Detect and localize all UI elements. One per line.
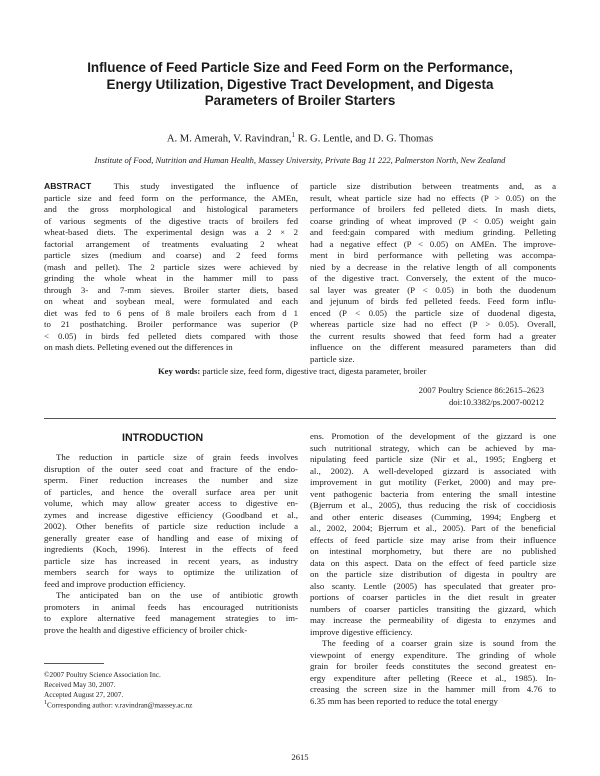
text-line: The reduction in particle size of grain feeds involves	[56, 452, 298, 462]
text-line: factorial arrangement of treatments evaluating 2 wheat	[44, 238, 298, 249]
text-line: whereas particle size had no effect (P > 0.05). Overall,	[310, 319, 556, 329]
journal-citation	[419, 385, 544, 408]
text-line: volume, which may allow greater access to digestive en-	[44, 498, 298, 508]
text-line: particle size has increased in recent years, as industry	[44, 555, 298, 566]
text-line: had a negative effect (P < 0.05) on AMEn. The improve-	[310, 238, 556, 249]
footnote-marker: 1	[44, 700, 47, 707]
text-line: The anticipated ban on the use of antibiotic growth	[56, 590, 298, 600]
footnote-divider	[44, 663, 104, 664]
text-line: coarse grinding of wheat improved (P < 0.05) weight gain	[310, 215, 556, 226]
text-line: of the digestive tract. Conversely, the extent of the muco-	[310, 273, 556, 283]
abstract-label: ABSTRACT	[44, 181, 92, 191]
text-line: also scanty. Lentle (2005) has speculated that greater pro-	[310, 580, 556, 591]
article-title	[60, 60, 540, 110]
section-divider	[44, 418, 556, 419]
intro-left-column	[44, 452, 298, 636]
intro-right-column	[310, 431, 556, 707]
text-line: promoters in animal feeds has encouraged nutritionists	[44, 601, 298, 612]
footnote-line: ©2007 Poultry Science Association Inc.	[44, 670, 161, 679]
text-line: wheat-based diets. The experimental design was a 2 × 2	[44, 227, 298, 237]
text-line: portions of coarser particles in the diet result in greater	[310, 592, 556, 602]
text-line: diet was fed to 6 pens of 8 male broilers each from d 1	[44, 307, 298, 318]
text-line: and the gross morphological and histological parameters	[44, 204, 298, 214]
text-line: sperm. Finer reduction increases the number and size	[44, 475, 298, 485]
footnote-line	[44, 699, 294, 710]
text-line: ens. Promotion of the development of the gizzard is one	[310, 431, 556, 441]
text-line: sal layer was greater (P < 0.05) in both the duodenum	[310, 284, 556, 295]
abstract-line-0	[44, 181, 298, 193]
text-line: through 3- and 7-mm sieves. Broiler starter diets, based	[44, 284, 298, 295]
title-line: Parameters of Broiler Starters	[204, 93, 396, 108]
text-line: on intestinal morphometry, but there are no published	[310, 546, 556, 556]
page-number: 2615	[291, 752, 309, 762]
text-line: vent pathogenic bacteria from entering the small intestine	[310, 488, 556, 499]
footnote-line: Received May 30, 2007.	[44, 679, 116, 689]
text-line: data on this aspect. Data on the effect of feed particle size	[310, 557, 556, 568]
text-line: feed and improve production efficiency.	[44, 578, 186, 589]
text-line: result, wheat particle size had no effects (P > 0.05) on the	[310, 192, 556, 203]
keywords-label: Key words:	[158, 366, 201, 376]
doi[interactable]: doi:10.3382/ps.2007-00212	[448, 396, 544, 407]
text-line: particle size distribution between treatments and, as a	[310, 181, 556, 191]
text-line: generally greater ease of handling and ease of mixing of	[44, 532, 298, 543]
abstract-left-column	[44, 181, 298, 354]
text-line: grain for broiler feeds constitutes the second greatest en-	[310, 661, 556, 671]
text-line: ergy expenditure after pelleting (Reece et al., 1985). In-	[310, 672, 556, 683]
text-line: improvement in gut motility (Ferket, 2000) and may pre-	[310, 477, 556, 487]
text-line: < 0.05) in birds fed pelleted diets compared with those	[44, 330, 298, 341]
text-line: al., 2002). A well-developed gizzard is associated with	[310, 465, 556, 476]
text-line: of various segments of the digestive tracts of broilers fed	[44, 215, 298, 226]
title-line: Energy Utilization, Digestive Tract Development, and Digesta	[106, 76, 494, 92]
text-line: particle sizes (medium and coarse) and 2 feed forms	[44, 250, 298, 260]
text-line: effects of feed particle size may arise from their influence	[310, 534, 556, 545]
text-line: on wheat and soybean meal, were formulated and each	[44, 296, 298, 306]
text-line: 2002). Other benefits of particle size reduction include a	[44, 521, 298, 531]
text-line: nied by a decrease in the relative length of all components	[310, 261, 556, 272]
keywords	[158, 366, 578, 376]
text-line: numbers of coarser particles transiting the gizzard, which	[310, 603, 556, 614]
text-line: prove the health and digestive efficiency of broiler chick-	[44, 624, 248, 635]
text-line: nipulating feed particle size (Nir et al., 1995; Engberg et	[310, 454, 556, 464]
text-line: such nutritional strategy, which can be achieved by ma-	[310, 442, 556, 453]
text-line: The feeding of a coarser grain size is sound from the	[322, 638, 556, 648]
text-line: particle size and feed form on the performance, the AMEn,	[44, 192, 298, 203]
abstract-right-column	[310, 181, 556, 365]
footnote-line: Accepted August 27, 2007.	[44, 689, 124, 699]
title-line: Influence of Feed Particle Size and Feed Form on the Performance,	[87, 60, 513, 75]
text-line: ment in bird performance with pelleting was accompa-	[310, 250, 556, 260]
author-list	[0, 131, 600, 145]
text-line: and feed:gain compared with medium grinding. Pelleting	[310, 227, 556, 237]
corresponding-author: Corresponding author: v.ravindran@massey.ac.nz	[47, 700, 193, 710]
introduction-heading: INTRODUCTION	[122, 432, 204, 444]
text-line: of particles, and hence the overall surface area per unit	[44, 486, 298, 497]
keywords-text: particle size, feed form, digestive tract, digesta parameter, broiler	[200, 366, 427, 376]
text-line: creasing the screen size in the hammer mill from 4.76 to	[310, 684, 556, 694]
text-line: members search for ways to optimize the utilization of	[44, 567, 298, 577]
footnotes	[44, 670, 294, 711]
journal-reference: 2007 Poultry Science 86:2615–2623	[418, 385, 544, 395]
text-line: on mash diets. Pelleting evened out the differences in	[44, 342, 233, 352]
text-line: enced (P < 0.05) the particle size of duodenal digesta,	[310, 307, 556, 318]
affiliation: Institute of Food, Nutrition and Human Health, Massey University, Private Bag 11 222, Palmerston North, New Zealand	[94, 155, 506, 165]
text-line: on the particle size distribution of digesta in poultry are	[310, 569, 556, 579]
author-footnote-marker: 1	[291, 131, 296, 139]
text-line: disruption of the outer seed coat and fracture of the endo-	[44, 463, 298, 474]
text-line: grinding the whole wheat in the hammer mill to pass	[44, 273, 298, 283]
abstract-line: This study investigated the influence of	[113, 181, 298, 191]
text-line: and other enteric diseases (Cumming, 1994; Engberg et	[310, 511, 556, 522]
text-line: particle size.	[310, 353, 355, 364]
text-line: may increase the permeability of digesta to enzymes and	[310, 615, 556, 625]
text-line: viewpoint of energy expenditure. The grinding of whole	[310, 649, 556, 660]
text-line: (mash and pellet). The 2 particle sizes were achieved by	[44, 261, 298, 272]
text-line: al., 2002, 2004; Bjerrum et al., 2005). Part of the beneficial	[310, 523, 556, 533]
authors-part2: R. G. Lentle, and D. G. Thomas	[295, 133, 434, 145]
text-line: and jejunum of birds fed pelleted feeds. Feed form influ-	[310, 296, 556, 306]
text-line: 6.35 mm has been reported to reduce the total energy	[310, 695, 498, 706]
authors-part1: A. M. Amerah, V. Ravindran,	[166, 133, 292, 145]
text-line: influence on the different measured parameters than did	[310, 342, 556, 352]
abstract-left-lines	[44, 193, 298, 354]
text-line: the current results showed that feed form had a greater	[310, 330, 556, 341]
text-line: to 21 posthatching. Broiler performance was superior (P	[44, 319, 298, 329]
text-line: improve digestive efficiency.	[310, 626, 413, 637]
text-line: performance of broilers fed pelleted diets. In mash diets,	[310, 204, 556, 214]
text-line: zymes and increase digestive efficiency (Goodband et al.,	[44, 509, 298, 520]
text-line: to explore alternative feed management strategies to im-	[44, 613, 298, 623]
text-line: ingredients (Koch, 1996). Interest in the effects of feed	[44, 544, 298, 554]
text-line: (Bjerrum et al., 2005), thus reducing the risk of coccidiosis	[310, 500, 556, 510]
